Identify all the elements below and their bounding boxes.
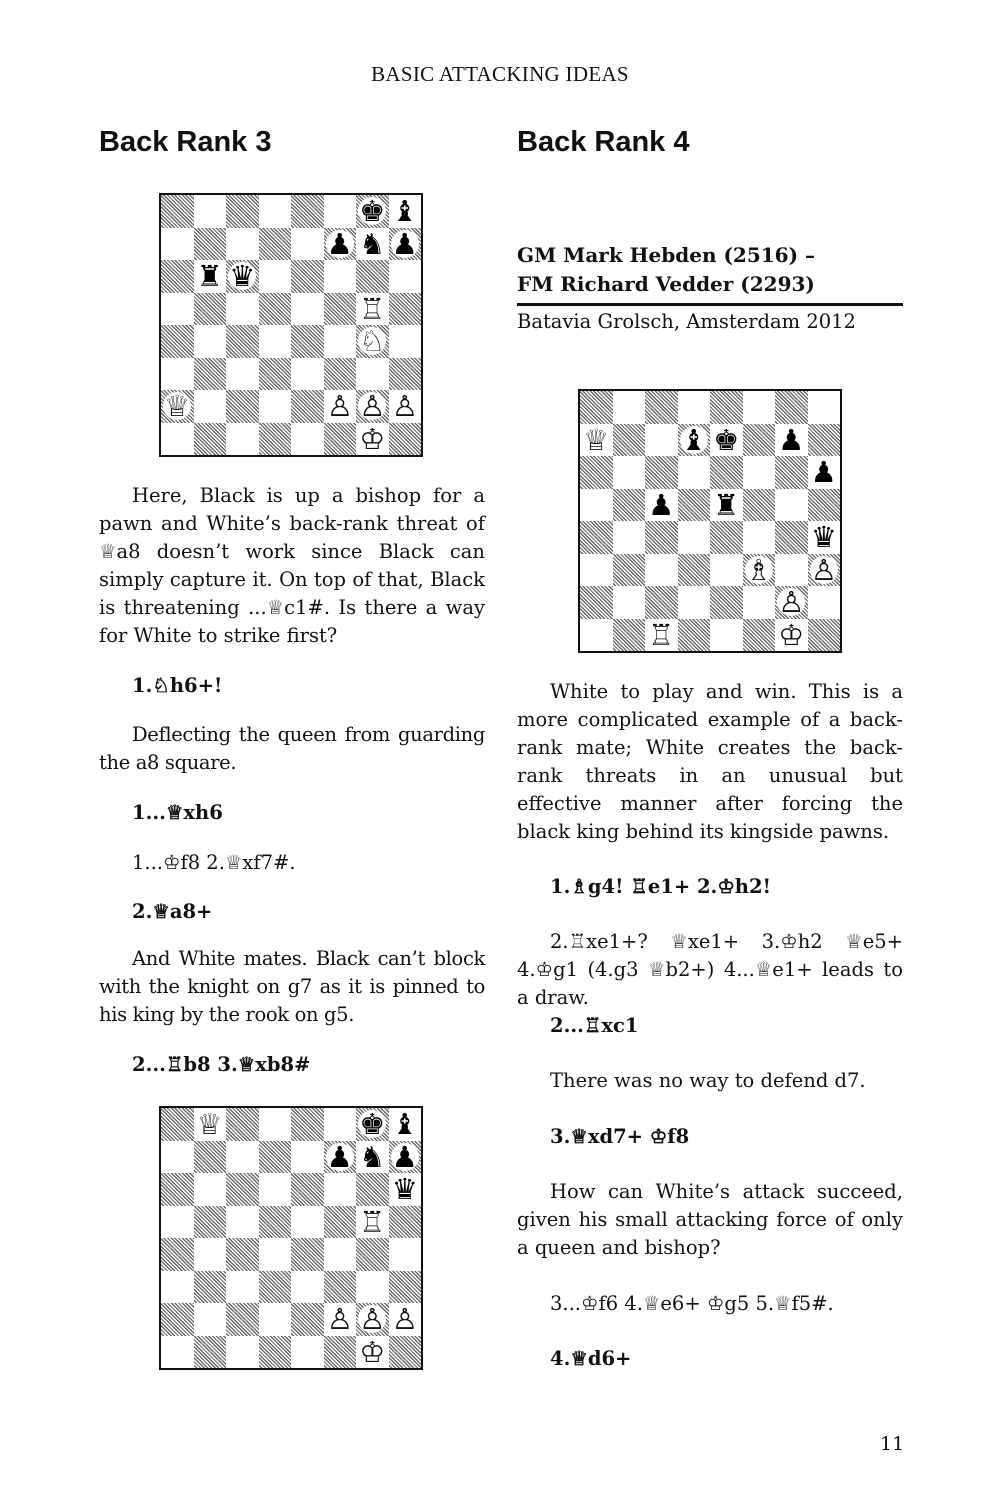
square-b7 — [613, 424, 646, 457]
square-a3 — [161, 358, 194, 391]
square-c2 — [226, 390, 259, 423]
square-e4 — [291, 325, 324, 358]
square-c7 — [226, 1141, 259, 1174]
variation-line-mate: 3...♔f6 4.♕e6+ ♔g5 5.♕f5#. — [550, 1292, 834, 1315]
square-h4 — [389, 1238, 422, 1271]
square-d2 — [259, 390, 292, 423]
square-e8 — [291, 1108, 324, 1141]
square-f5 — [743, 489, 776, 522]
square-h8 — [808, 391, 841, 424]
square-a7 — [161, 1141, 194, 1174]
square-f4 — [324, 325, 357, 358]
paragraph-intro: Here, Black is up a bishop for a pawn and White’s back-rank threat of ♕a8 doesn’t work since Black can simply capture it. On top of that, Black is threatening ...♕c1#. Is there a way for White to strike first? — [99, 484, 485, 647]
square-h6 — [389, 260, 422, 293]
square-e2 — [291, 1303, 324, 1336]
square-b4 — [194, 1238, 227, 1271]
square-f7 — [743, 424, 776, 457]
square-f3 — [324, 1271, 357, 1304]
page-number: 11 — [880, 1433, 905, 1455]
square-a4 — [161, 1238, 194, 1271]
square-d7 — [259, 1141, 292, 1174]
square-b6 — [194, 1173, 227, 1206]
square-a2 — [580, 586, 613, 619]
piece-f7: ♟ — [326, 1139, 353, 1174]
square-d6 — [259, 260, 292, 293]
piece-g2: ♙ — [778, 585, 805, 619]
square-a1 — [161, 1336, 194, 1369]
square-e4 — [291, 1238, 324, 1271]
player-black: FM Richard Vedder (2293) — [517, 272, 815, 296]
square-b8 — [613, 391, 646, 424]
piece-c6: ♛ — [229, 259, 256, 293]
move-line-right-3: 3.♕xd7+ ♔f8 — [550, 1125, 690, 1148]
piece-g1: ♔ — [778, 617, 805, 652]
square-b4 — [613, 521, 646, 554]
piece-g5: ♖ — [359, 291, 386, 326]
square-b2 — [194, 1303, 227, 1336]
square-f5 — [324, 1206, 357, 1239]
square-f5 — [324, 293, 357, 326]
square-h5 — [808, 489, 841, 522]
square-a5 — [161, 1206, 194, 1239]
square-b4 — [194, 325, 227, 358]
square-a5 — [161, 293, 194, 326]
square-b2 — [194, 390, 227, 423]
square-b8 — [194, 195, 227, 228]
square-c4 — [226, 325, 259, 358]
square-c1 — [226, 423, 259, 456]
square-e3 — [710, 554, 743, 587]
square-e5 — [291, 1206, 324, 1239]
square-g8 — [775, 391, 808, 424]
square-g6 — [356, 1173, 389, 1206]
paragraph-no-defense: There was no way to defend d7. — [550, 1069, 866, 1092]
square-f4 — [743, 521, 776, 554]
square-d5 — [259, 1206, 292, 1239]
square-e5 — [291, 293, 324, 326]
square-g4 — [356, 1238, 389, 1271]
piece-b6: ♜ — [196, 259, 223, 293]
piece-g5: ♖ — [359, 1204, 386, 1239]
square-a6 — [580, 456, 613, 489]
square-e2 — [291, 390, 324, 423]
square-e6 — [710, 456, 743, 489]
square-d6 — [259, 1173, 292, 1206]
square-h7 — [808, 424, 841, 457]
square-f1 — [324, 423, 357, 456]
move-line-4: 2...♖b8 3.♕xb8# — [132, 1053, 311, 1076]
game-event: Batavia Grolsch, Amsterdam 2012 — [517, 310, 856, 333]
square-a6 — [161, 260, 194, 293]
square-c5 — [226, 293, 259, 326]
square-e4 — [710, 521, 743, 554]
running-head: BASIC ATTACKING IDEAS — [371, 62, 629, 86]
piece-g7: ♞ — [359, 226, 386, 261]
square-e1 — [291, 1336, 324, 1369]
square-c3 — [645, 554, 678, 587]
square-d4 — [259, 325, 292, 358]
square-c4 — [226, 1238, 259, 1271]
move-line-right-1: 1.♗g4! ♖e1+ 2.♔h2! — [550, 875, 772, 898]
square-e3 — [291, 1271, 324, 1304]
square-b5 — [194, 1206, 227, 1239]
piece-g8: ♚ — [359, 1107, 386, 1141]
square-a7 — [161, 228, 194, 261]
square-h5 — [389, 293, 422, 326]
square-e1 — [291, 423, 324, 456]
square-e7 — [291, 1141, 324, 1174]
piece-f2: ♙ — [326, 389, 353, 423]
square-a1 — [161, 423, 194, 456]
square-a6 — [161, 1173, 194, 1206]
piece-g1: ♔ — [359, 421, 386, 456]
square-d3 — [678, 554, 711, 587]
square-d4 — [678, 521, 711, 554]
square-d1 — [678, 619, 711, 652]
square-b3 — [613, 554, 646, 587]
piece-g8: ♚ — [359, 194, 386, 228]
square-c7 — [226, 228, 259, 261]
square-d8 — [259, 1108, 292, 1141]
square-f8 — [324, 1108, 357, 1141]
square-e6 — [291, 260, 324, 293]
square-d5 — [678, 489, 711, 522]
piece-g4: ♘ — [359, 324, 386, 358]
square-f2 — [743, 586, 776, 619]
piece-h7: ♟ — [391, 226, 418, 261]
piece-g7: ♟ — [778, 422, 805, 457]
piece-g2: ♙ — [359, 389, 386, 423]
square-e6 — [291, 1173, 324, 1206]
square-g6 — [775, 456, 808, 489]
square-c1 — [226, 1336, 259, 1369]
section-title-back-rank-4: Back Rank 4 — [517, 126, 690, 158]
square-f4 — [324, 1238, 357, 1271]
chess-diagram-back-rank-3-start — [159, 193, 423, 457]
move-line-right-4: 4.♕d6+ — [550, 1347, 632, 1370]
square-b1 — [613, 619, 646, 652]
square-b3 — [194, 358, 227, 391]
square-d8 — [678, 391, 711, 424]
square-d4 — [259, 1238, 292, 1271]
paragraph-variation-draw: 2.♖xe1+? ♕xe1+ 3.♔h2 ♕e5+ 4.♔g1 (4.g3 ♕b2+) 4...♕e1+ leads to a draw. — [517, 930, 903, 1009]
piece-a7: ♕ — [583, 422, 610, 457]
square-d8 — [259, 195, 292, 228]
square-f3 — [324, 358, 357, 391]
piece-h2: ♙ — [391, 389, 418, 423]
square-b1 — [194, 1336, 227, 1369]
paragraph-white-mates: And White mates. Black can’t block with the knight on g7 as it is pinned to his king by the rook on g5. — [99, 947, 485, 1026]
chess-diagram-back-rank-4 — [578, 389, 842, 653]
square-b5 — [194, 293, 227, 326]
square-a8 — [161, 195, 194, 228]
square-a2 — [161, 1303, 194, 1336]
square-h1 — [808, 619, 841, 652]
piece-c1: ♖ — [648, 617, 675, 652]
square-f8 — [743, 391, 776, 424]
square-h3 — [389, 358, 422, 391]
piece-f7: ♟ — [326, 226, 353, 261]
piece-g2: ♙ — [359, 1302, 386, 1336]
square-d3 — [259, 1271, 292, 1304]
piece-g1: ♔ — [359, 1334, 386, 1369]
piece-h4: ♛ — [810, 520, 837, 554]
square-h1 — [389, 423, 422, 456]
square-f8 — [324, 195, 357, 228]
square-a3 — [161, 1271, 194, 1304]
piece-h8: ♝ — [391, 1107, 418, 1141]
square-d3 — [259, 358, 292, 391]
square-a5 — [580, 489, 613, 522]
piece-e7: ♚ — [713, 422, 740, 457]
square-c8 — [226, 1108, 259, 1141]
square-a4 — [161, 325, 194, 358]
square-f6 — [324, 1173, 357, 1206]
square-h4 — [389, 325, 422, 358]
square-g3 — [775, 554, 808, 587]
piece-h7: ♟ — [391, 1139, 418, 1174]
square-h5 — [389, 1206, 422, 1239]
move-line-right-2: 2...♖xc1 — [550, 1014, 639, 1037]
piece-c5: ♟ — [648, 487, 675, 522]
square-e2 — [710, 586, 743, 619]
piece-g7: ♞ — [359, 1139, 386, 1174]
piece-f3: ♗ — [745, 552, 772, 587]
section-title-back-rank-3: Back Rank 3 — [99, 126, 272, 158]
square-g5 — [775, 489, 808, 522]
square-e1 — [710, 619, 743, 652]
square-b7 — [194, 1141, 227, 1174]
square-b1 — [194, 423, 227, 456]
square-g6 — [356, 260, 389, 293]
square-d2 — [678, 586, 711, 619]
piece-h2: ♙ — [391, 1302, 418, 1336]
square-e7 — [291, 228, 324, 261]
square-h3 — [389, 1271, 422, 1304]
piece-h3: ♙ — [810, 552, 837, 587]
chess-diagram-back-rank-3-final — [159, 1106, 423, 1370]
square-a8 — [161, 1108, 194, 1141]
square-c2 — [226, 1303, 259, 1336]
square-d2 — [259, 1303, 292, 1336]
square-d5 — [259, 293, 292, 326]
square-h1 — [389, 1336, 422, 1369]
square-c7 — [645, 424, 678, 457]
square-e3 — [291, 358, 324, 391]
square-g4 — [775, 521, 808, 554]
piece-f2: ♙ — [326, 1302, 353, 1336]
square-c3 — [226, 358, 259, 391]
player-white: GM Mark Hebden (2516) – — [517, 243, 816, 267]
square-g3 — [356, 358, 389, 391]
square-a3 — [580, 554, 613, 587]
square-c3 — [226, 1271, 259, 1304]
square-c6 — [226, 1173, 259, 1206]
square-f1 — [324, 1336, 357, 1369]
piece-h6: ♛ — [391, 1172, 418, 1206]
piece-b8: ♕ — [196, 1107, 223, 1141]
square-d6 — [678, 456, 711, 489]
square-d1 — [259, 1336, 292, 1369]
square-b6 — [613, 456, 646, 489]
square-d7 — [259, 228, 292, 261]
square-f6 — [324, 260, 357, 293]
square-b2 — [613, 586, 646, 619]
piece-h6: ♟ — [810, 455, 837, 489]
square-f6 — [743, 456, 776, 489]
square-c5 — [226, 1206, 259, 1239]
square-c4 — [645, 521, 678, 554]
square-e8 — [291, 195, 324, 228]
square-d1 — [259, 423, 292, 456]
square-b7 — [194, 228, 227, 261]
square-h2 — [808, 586, 841, 619]
square-g3 — [356, 1271, 389, 1304]
square-a4 — [580, 521, 613, 554]
square-f1 — [743, 619, 776, 652]
square-c8 — [226, 195, 259, 228]
piece-e5: ♜ — [713, 487, 740, 522]
piece-d7: ♝ — [680, 422, 707, 457]
move-line-2: 1...♕xh6 — [132, 801, 223, 824]
game-players — [517, 241, 903, 306]
piece-h8: ♝ — [391, 194, 418, 228]
variation-line-1: 1...♔f8 2.♕xf7#. — [132, 851, 296, 874]
paragraph-intro-right: White to play and win. This is a more complicated example of a back-rank mate; White creates the back-rank threats in an unusual but effective manner after forcing the black king behind its kingside pawns. — [517, 680, 903, 843]
paragraph-deflection: Deflecting the queen from guarding the a8 square. — [99, 723, 485, 774]
square-b3 — [194, 1271, 227, 1304]
square-c2 — [645, 586, 678, 619]
square-e8 — [710, 391, 743, 424]
square-b5 — [613, 489, 646, 522]
square-a8 — [580, 391, 613, 424]
square-a1 — [580, 619, 613, 652]
paragraph-attack-question: How can White’s attack succeed, given his small attacking force of only a queen and bishop? — [517, 1180, 903, 1259]
square-c8 — [645, 391, 678, 424]
square-c6 — [645, 456, 678, 489]
move-line-3: 2.♕a8+ — [132, 900, 213, 923]
piece-a2: ♕ — [164, 389, 191, 423]
move-line-1: 1.♘h6+! — [132, 674, 223, 697]
